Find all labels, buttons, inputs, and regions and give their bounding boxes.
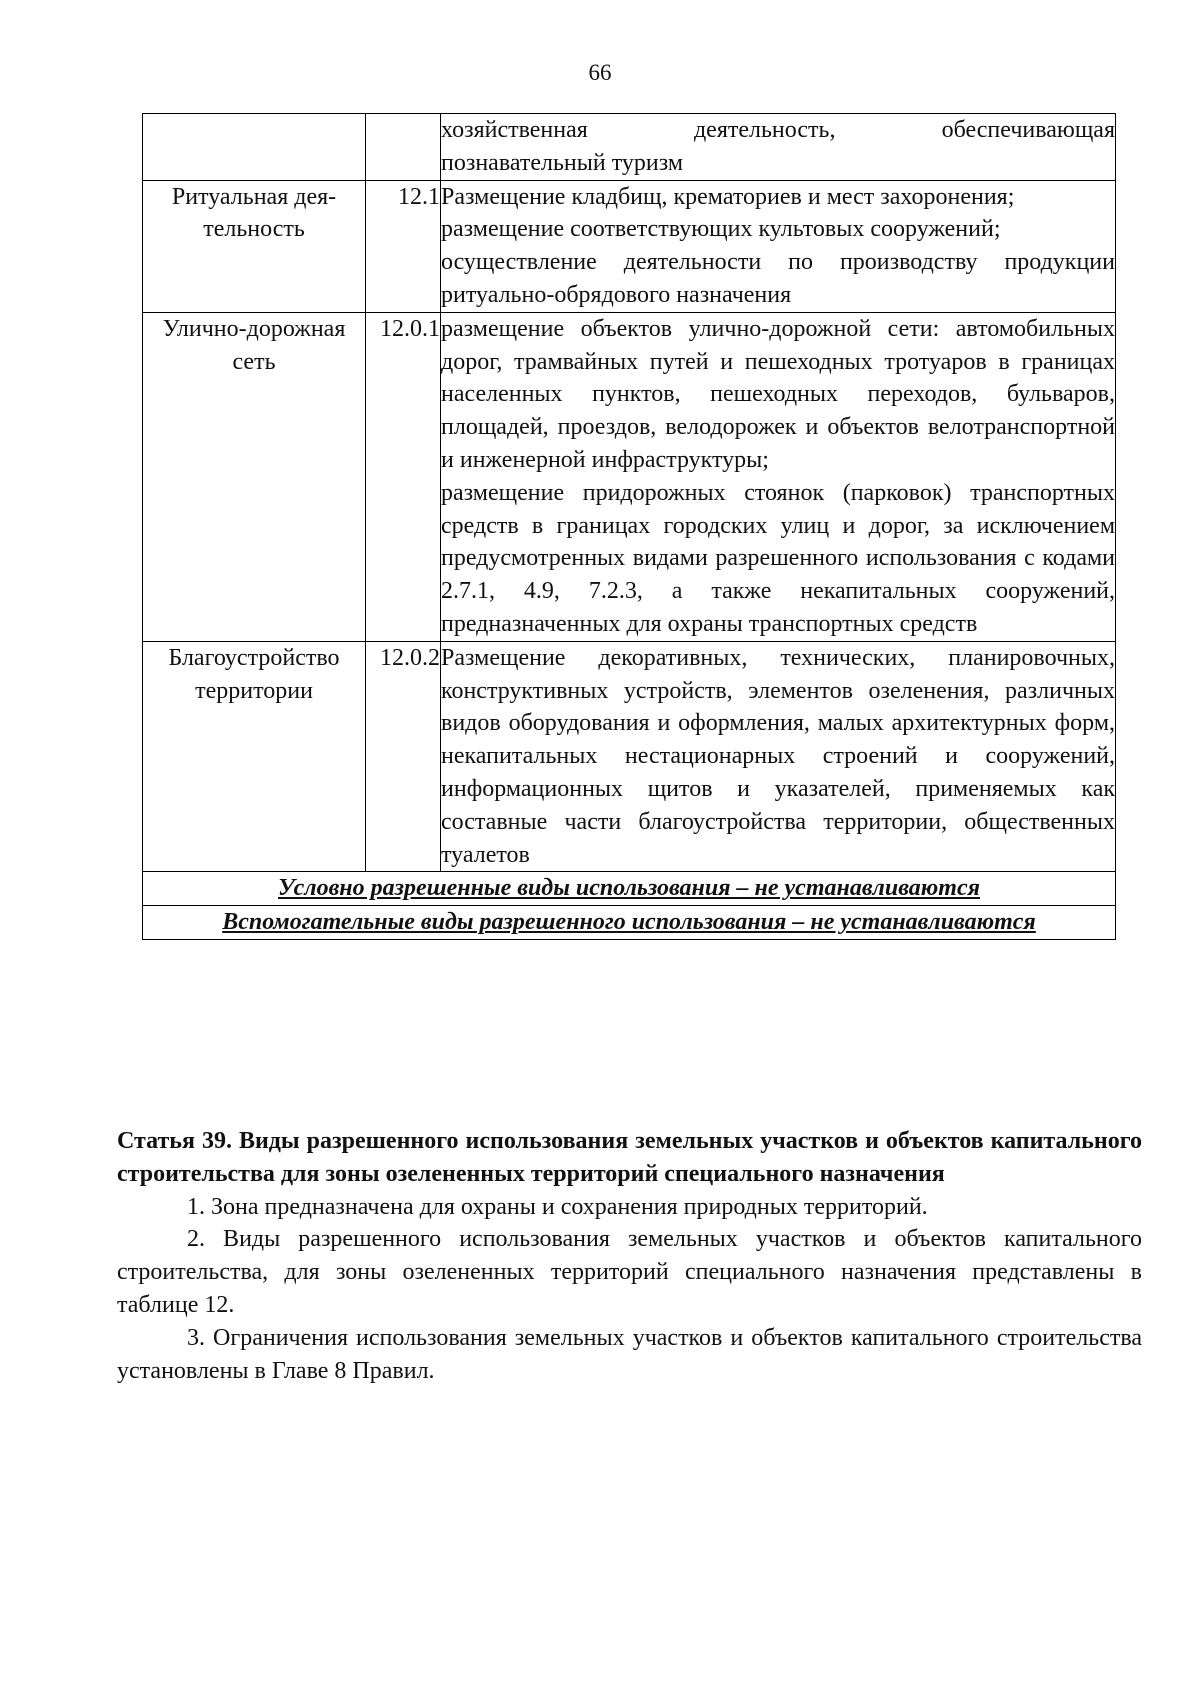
description-paragraph: познавательный туризм <box>441 149 684 176</box>
description-paragraph: размещение объектов улично-дорожной сети: автомобильных дорог, трамвайных путей и пешеходных тротуаров в границах населенных пунктов, пешеходных переходов, бульваров, площадей, проездов, велодорожек и объектов велотранспортной и инженерной инфраструктуры; <box>441 315 1115 473</box>
conditional-uses-heading: Условно разрешенные виды использования – не устанавливаются <box>143 872 1116 906</box>
article-title: Статья 39. Виды разрешенного использования земельных участков и объектов капитального строительства для зоны озелененных территорий специального назначения <box>117 1128 1142 1187</box>
description-paragraph: размещение соответствующих культовых сооружений; <box>441 216 1001 243</box>
article-paragraph: 2. Виды разрешенного использования земельных участков и объектов капитального строительства, для зоны озелененных территорий специального назначения представлены в таблице 12. <box>117 1226 1142 1318</box>
description-paragraph: Размещение декоративных, технических, планировочных, конструктивных устройств, элементов озеленения, различных видов оборудования и оформления, малых архитектурных форм, некапитальных нестационарных строений и сооружений, информационных щитов и указателей, применяемых как составные части благоустройства территории, общественных туалетов <box>441 644 1115 868</box>
use-description-cell <box>441 641 1116 872</box>
page-number: 66 <box>588 60 612 85</box>
use-name-cell: Благоустройство территории <box>143 641 366 872</box>
description-paragraph: осуществление деятельности по производству продукции ритуально-обрядового назначения <box>441 249 1115 308</box>
table-row <box>143 114 1116 181</box>
description-paragraph: Размещение кладбищ, крематориев и мест захоронения; <box>441 183 1015 210</box>
table-row <box>143 872 1116 906</box>
auxiliary-uses-heading: Вспомогательные виды разрешенного использования – не устанавливаются <box>143 906 1116 940</box>
land-use-table <box>142 113 1116 940</box>
description-paragraph: размещение придорожных стоянок (парковок) транспортных средств в границах городских улиц и дорог, за исключением предусмотренных видами разрешенного использования с кодами 2.7.1, 4.9, 7.2.3, а также некапитальных сооружений, предназначенных для охраны транспортных средств <box>441 479 1115 637</box>
table-row <box>143 312 1116 641</box>
use-description-cell <box>441 180 1116 312</box>
table-row <box>143 180 1116 312</box>
use-name-cell: Ритуальная дея-тельность <box>143 180 366 312</box>
use-code-cell: 12.0.2 <box>366 641 441 872</box>
use-name-cell: Улично-дорожная сеть <box>143 312 366 641</box>
article-section <box>117 1125 1142 1387</box>
use-name-cell <box>143 114 366 181</box>
article-paragraph: 1. Зона предназначена для охраны и сохранения природных территорий. <box>187 1193 928 1220</box>
use-code-cell: 12.1 <box>366 180 441 312</box>
table-row <box>143 641 1116 872</box>
use-code-cell: 12.0.1 <box>366 312 441 641</box>
use-code-cell <box>366 114 441 181</box>
table-row <box>143 906 1116 940</box>
article-paragraph: 3. Ограничения использования земельных участков и объектов капитального строительства установлены в Главе 8 Правил. <box>117 1324 1142 1384</box>
use-description-cell <box>441 312 1116 641</box>
description-paragraph: хозяйственная деятельность, обеспечивающая <box>441 117 1115 143</box>
use-description-cell <box>441 114 1116 181</box>
